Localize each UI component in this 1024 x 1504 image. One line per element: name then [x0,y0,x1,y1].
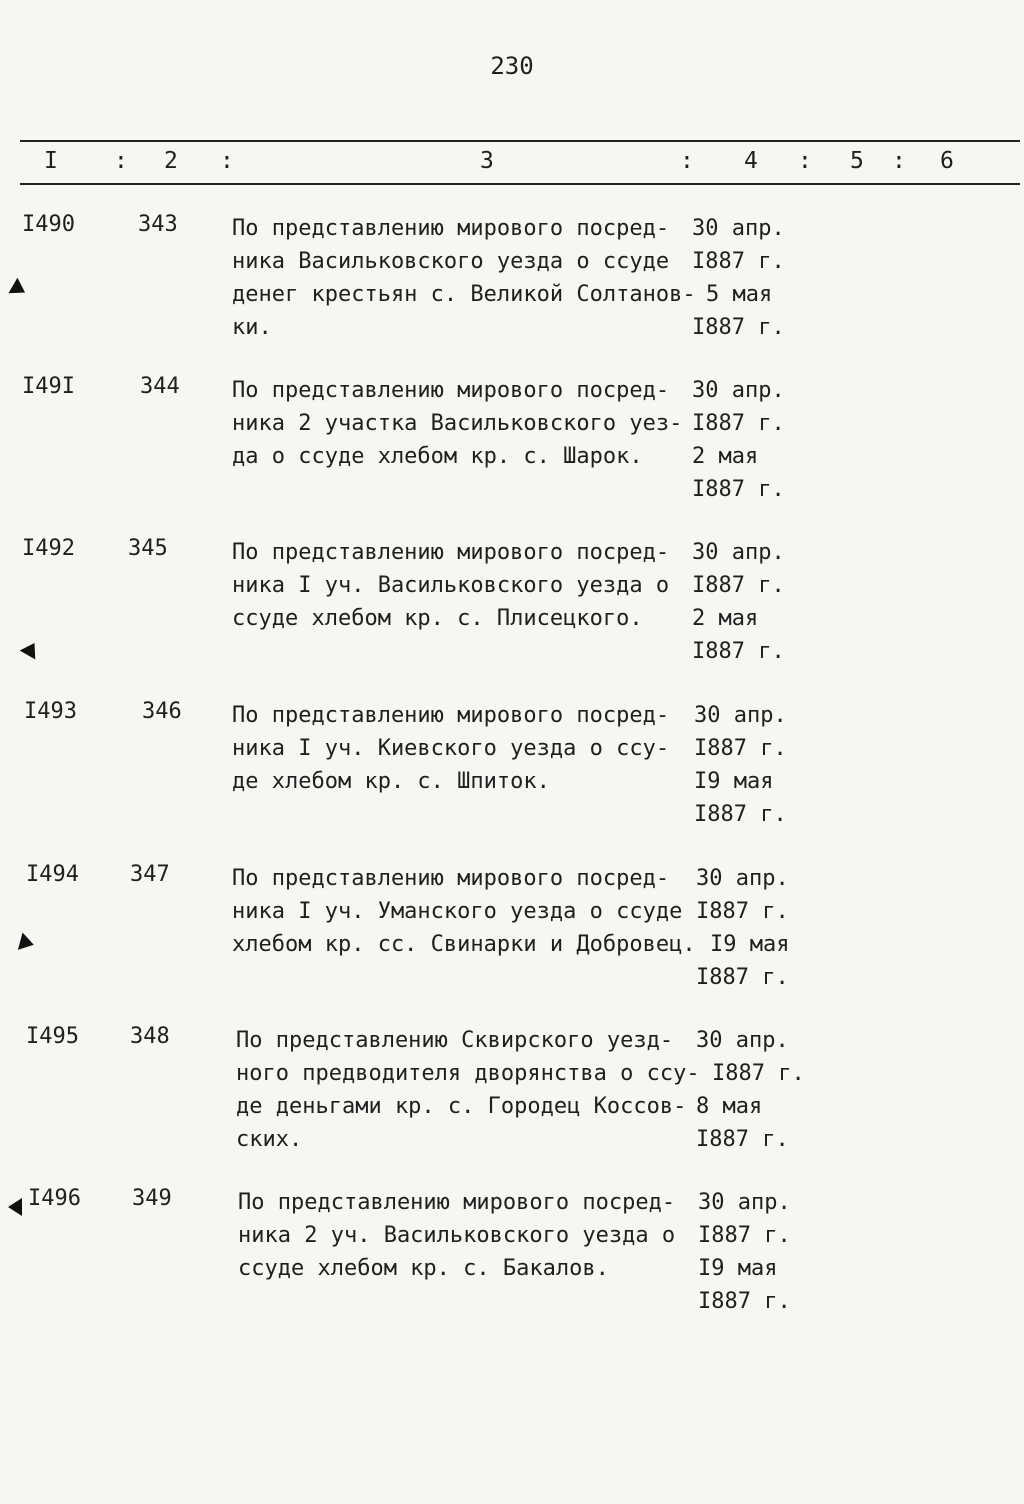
date-line: 2 мая [692,444,759,469]
column-header-3: 3 [480,148,494,174]
description-line: ника I уч. Васильковского уезда о [232,573,670,598]
entry-number: I496 [28,1186,81,1211]
entry-reference: 349 [132,1186,172,1211]
entry-dates [696,862,789,994]
date-line: I887 г. [692,639,785,664]
date-line: I887 г. [692,573,785,598]
margin-arrow-icon [18,932,36,953]
table-row [0,1186,1024,1346]
entry-reference: 344 [140,374,180,399]
description-line: По представлению мирового посред- [232,866,670,891]
date-line: 2 мая [692,606,759,631]
description-line: ника 2 уч. Васильковского уезда о [238,1223,676,1248]
column-header-5: 5 [850,148,864,174]
date-line: 30 апр. [692,540,785,565]
description-line: По представлению мирового посред- [238,1190,676,1215]
description-line: По представлению мирового посред- [232,540,670,565]
date-line: I887 г. [694,736,787,761]
date-line: I887 г. [692,249,785,274]
description-line: По представлению мирового посред- [232,216,670,241]
entry-description [236,1024,700,1156]
date-line: I887 г. [696,1127,789,1152]
description-line: да о ссуде хлебом кр. с. Шарок. [232,444,643,469]
date-line: I887 г. [692,411,785,436]
description-line: ника I уч. Уманского уезда о ссуде [232,899,683,924]
description-line: ских. [236,1127,303,1152]
date-line: I887 г. [698,1223,791,1248]
date-line: 30 апр. [692,378,785,403]
entry-number: I490 [22,212,75,237]
page-number: 230 [490,52,534,80]
date-line: I9 мая [694,769,774,794]
column-header-1: I [44,148,58,174]
date-line: 30 апр. [696,1028,789,1053]
table-row [0,699,1024,859]
date-line: I887 г. [692,315,785,340]
entry-dates [698,1186,791,1318]
date-line: I9 мая [698,1256,778,1281]
header-top-rule [20,140,1020,142]
description-line: денег крестьян с. Великой Солтанов- [232,282,696,307]
description-line: ки. [232,315,272,340]
entry-reference: 346 [142,699,182,724]
entry-number: I49I [22,374,75,399]
description-line: ника 2 участка Васильковского уез- [232,411,683,436]
date-line: I887 г. [712,1061,805,1086]
description-line: ника Васильковского уезда о ссуде [232,249,670,274]
entry-dates [694,699,787,831]
description-line: По представлению Сквирского уезд- [236,1028,674,1053]
entry-number: I493 [24,699,77,724]
column-header-4: 4 [744,148,758,174]
entry-number: I495 [26,1024,79,1049]
description-line: ссуде хлебом кр. с. Бакалов. [238,1256,609,1281]
entry-dates [696,1024,805,1156]
date-line: I887 г. [696,965,789,990]
date-line: 30 апр. [692,216,785,241]
date-line: 30 апр. [698,1190,791,1215]
entry-reference: 348 [130,1024,170,1049]
entry-description [232,862,696,961]
table-row [0,536,1024,696]
table-row [0,1024,1024,1184]
header-bottom-rule [20,183,1020,185]
entry-description [232,374,682,473]
column-header-2: 2 [164,148,178,174]
entry-reference: 343 [138,212,178,237]
description-line: По представлению мирового посред- [232,378,670,403]
description-line: хлебом кр. сс. Свинарки и Добровец. [232,932,696,957]
description-line: де деньгами кр. с. Городец Коссов- [236,1094,687,1119]
column-header-6: 6 [940,148,954,174]
entry-reference: 347 [130,862,170,887]
table-row [0,374,1024,534]
entry-description [232,212,696,344]
entry-number: I494 [26,862,79,887]
column-separator: : [798,148,812,174]
description-line: По представлению мирового посред- [232,703,670,728]
entry-dates [692,536,785,668]
date-line: I887 г. [698,1289,791,1314]
entry-reference: 345 [128,536,168,561]
entry-description [238,1186,675,1285]
date-line: 30 апр. [694,703,787,728]
date-line: 30 апр. [696,866,789,891]
entry-description [232,699,669,798]
margin-arrow-icon [8,1198,22,1216]
date-line: I887 г. [694,802,787,827]
column-separator: : [892,148,906,174]
column-separator: : [680,148,694,174]
margin-arrow-icon [20,638,43,659]
entry-dates [692,374,785,506]
date-line: I887 г. [692,477,785,502]
description-line: ника I уч. Киевского уезда о ссу- [232,736,670,761]
entry-number: I492 [22,536,75,561]
description-line: ного предводителя дворянства о ссу- [236,1061,700,1086]
date-line: 5 мая [706,282,773,307]
column-separator: : [220,148,234,174]
table-row [0,862,1024,1022]
entry-description [232,536,669,635]
entry-dates [692,212,785,344]
description-line: ссуде хлебом кр. с. Плисецкого. [232,606,643,631]
table-row [0,212,1024,372]
description-line: де хлебом кр. с. Шпиток. [232,769,550,794]
date-line: 8 мая [696,1094,763,1119]
column-separator: : [114,148,128,174]
margin-arrow-icon [8,278,29,301]
date-line: I887 г. [696,899,789,924]
date-line: I9 мая [710,932,790,957]
